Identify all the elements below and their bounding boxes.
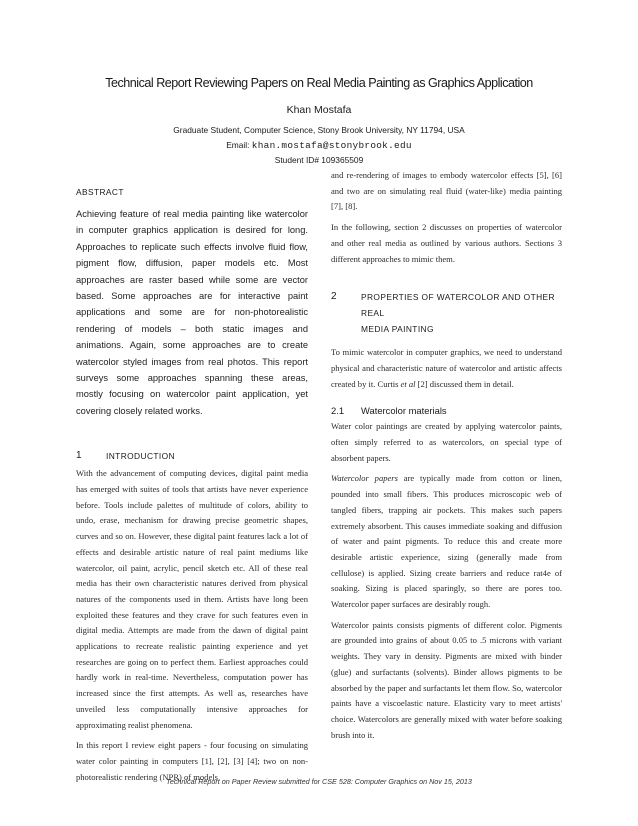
right-column <box>331 168 562 743</box>
intro-text-b: [2] discussed them in detail. <box>415 378 514 389</box>
author-name: Khan Mostafa <box>286 104 352 116</box>
materials-paragraph: Water color paintings are created by applying watercolor paints, often simply referred to as watercolors, on special type of absorbent papers. <box>331 421 562 463</box>
continued-paragraph: and re-rendering of images to embody watercolor effects [5], [6] and two are on simulating real fluid (water-like) media painting [7], [8]. <box>331 170 562 212</box>
left-column <box>76 187 308 785</box>
author-email-line <box>0 140 638 151</box>
section-number: 2 <box>331 291 337 303</box>
email-label: Email: <box>226 140 250 150</box>
paints-paragraph: Watercolor paints consists pigments of different color. Pigments are grounded into grains of about 0.05 to .5 microns with variant weights. They vary in density. Pigments are mixed with binder (glue) and surfactants (solvents). Binder allows pigments to be absorbed by the paper and surfactants let them flow. So, watercolor paints have a viscoelastic nature. Elasticity vary to meet artists' choice. Watercolors are generally mixed with water before soaking brush into it. <box>331 619 562 740</box>
section-1-heading <box>76 448 308 464</box>
subsection-2-1-heading <box>331 404 562 418</box>
page-footer: Technical Report on Paper Review submitted for CSE 528: Computer Graphics on Nov 15, 2013 <box>166 777 472 786</box>
intro-paragraph-1: With the advancement of computing devices, digital paint media has emerged with suites of tools that artists have never experience before. Tools include palettes of multitude of colors, ability to undo, erase, mechanism for drawing precise geometric shapes, curves and so on. However, these digital paint features lack a lot of effects and desirable artistic nature of real paint mediums like watercolor, oil paint, acrylic, pencil sketch etc. All of these real media has their own characteristic natures derived from physical natures of the components used in them. Artists have long been exploited these features and they crave for such features even in digital media. Attempts are made from the dawn of digital paint applications to recreate realistic painting experience and yet researches are going on to perfect them. Earliest approaches could hardly work in real-time. Nevertheless, computation power has increased since the first attempts. As well as, researches have unveiled less computationally intensive approaches for approximating realist phenomena. <box>76 468 308 730</box>
papers-text: are typically made from cotton or linen, pounded into small fibers. This produces microscopic web of tangled fibers, trapping air pockets. This makes such papers extremely absorbent. This causes immediate soaking and diffusion of water and paint pigments. To reduce this and create more desirable artistic experience, sizing (generally made from cellulose) is applied. Sizing create barriers and reduce rat4e of soaking. Sizing is placed sparingly, so there are pores too. Watercolor paper surfaces are desirably rough. <box>331 473 562 610</box>
subsection-number: 2.1 <box>331 405 345 417</box>
intro-text-a: To mimic watercolor in computer graphics, we need to understand physical and characteristic nature of watercolor and artistic affects created by it. Curtis <box>331 347 562 389</box>
author-affiliation: Graduate Student, Computer Science, Stony Brook University, NY 11794, USA <box>173 125 465 135</box>
abstract-heading: ABSTRACT <box>76 187 124 197</box>
subsection-title: Watercolor materials <box>361 405 447 417</box>
email-address: khan.mostafa@stonybrook.edu <box>251 140 412 151</box>
section-2-intro <box>331 345 562 392</box>
section-2-heading <box>331 289 562 337</box>
section-title-line-1: PROPERTIES OF WATERCOLOR AND OTHER REAL <box>361 292 555 319</box>
intro-paragraph-2: In this report I review eight papers - four focusing on simulating water color painting in computers [1], [2], [3] [4]; two on non-photorealistic rendering (NPR) of models <box>76 740 308 782</box>
paper-title: Technical Report Reviewing Papers on Real Media Painting as Graphics Application <box>105 76 533 90</box>
abstract-text: Achieving feature of real media painting like watercolor in computer graphics application is desired for long. Approaches to replicate such effects involve fluid flow, pigment flow, diffusion, paper models etc. Most approaches are raster based while some are vector based. Some approaches are for interactive paint applications and some are for non-photorealistic rendering of models – both static images and animations. Again, some approaches are to create watercolor styled images from real photos. This report surveys some approaches spanning these areas, mostly focusing on watercolor paint application, yet covering closely related works. <box>76 209 308 416</box>
following-paragraph: In the following, section 2 discusses on properties of watercolor and other real media as outlined by various authors. Sections 3 different approaches to mimic them. <box>331 222 562 264</box>
papers-paragraph <box>331 471 562 612</box>
intro-emphasis: et al <box>400 378 416 389</box>
section-title-line-2: MEDIA PAINTING <box>361 324 434 335</box>
section-title <box>361 289 562 337</box>
papers-emphasis: Watercolor papers <box>331 473 398 484</box>
section-number: 1 <box>76 450 82 462</box>
student-id: Student ID# 109365509 <box>274 155 364 165</box>
section-title: INTRODUCTION <box>106 451 176 462</box>
